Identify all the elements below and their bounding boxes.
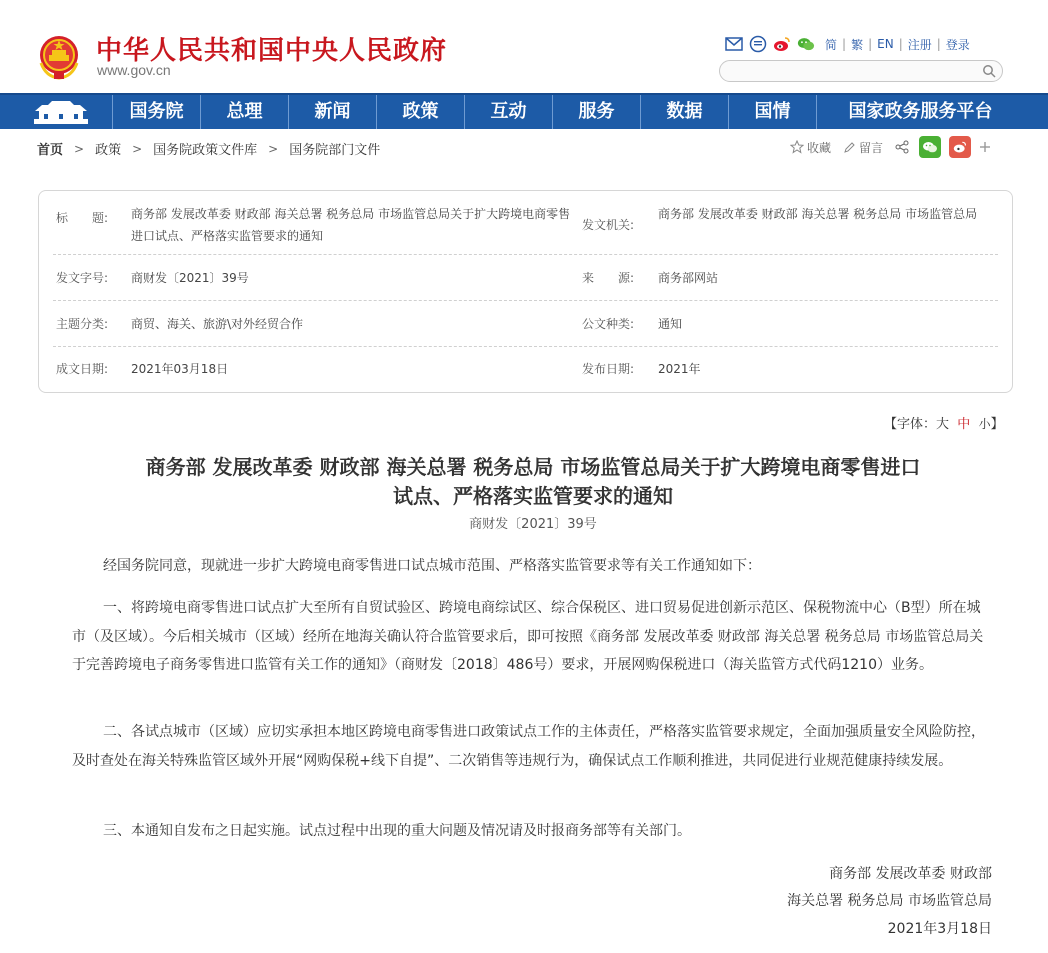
lang-english-link[interactable]: EN bbox=[877, 37, 894, 51]
nav-item-service-platform[interactable]: 国家政务服务平台 bbox=[816, 95, 1024, 129]
signature-line2: 海关总署 税务总局 市场监管总局 bbox=[787, 893, 992, 909]
date-label: 成文日期: bbox=[56, 362, 109, 376]
breadcrumb-policy[interactable]: 政策 bbox=[95, 143, 122, 158]
weibo-share-button[interactable] bbox=[949, 136, 971, 158]
paragraph: 经国务院同意，现就进一步扩大跨境电商零售进口试点城市范围、严格落实监管要求等有关工作通知如下： bbox=[103, 558, 761, 574]
site-header bbox=[0, 0, 1048, 93]
paragraph: 三、本通知自发布之日起实施。试点过程中出现的重大问题及情况请及时报商务部等有关部门。 bbox=[103, 823, 691, 839]
pub-value: 2021年 bbox=[658, 362, 701, 376]
plus-icon[interactable] bbox=[979, 141, 991, 153]
info-row-title bbox=[53, 199, 998, 255]
message-icon[interactable] bbox=[749, 35, 767, 53]
breadcrumb-home[interactable]: 首页 bbox=[37, 143, 64, 158]
gate-logo-icon[interactable] bbox=[30, 97, 92, 127]
document-title-line2: 试点、严格落实监管要求的通知 bbox=[393, 484, 673, 508]
wechat-icon bbox=[922, 140, 938, 154]
wechat-icon[interactable] bbox=[797, 35, 815, 53]
issuer-label: 发文机关: bbox=[582, 218, 635, 232]
page-tools bbox=[790, 136, 991, 158]
issuer-value: 商务部 发展改革委 财政部 海关总署 税务总局 市场监管总局 bbox=[658, 207, 978, 221]
national-emblem-icon[interactable] bbox=[36, 33, 82, 81]
docno-label: 发文字号: bbox=[56, 271, 109, 285]
site-url[interactable]: www.gov.cn bbox=[97, 62, 171, 78]
chevron-right-icon: > bbox=[74, 141, 85, 156]
paragraph: 一、将跨境电商零售进口试点扩大至所有自贸试验区、跨境电商综试区、综合保税区、进口贸易促进创新示范区、保税物流中心（B型）所在城市（及区域）。今后相关城市（区域）经所在地海关确认符合监管要求后，即可按照《商务部 发展改革委 财政部 海关总署 税务总局 市场监管总局关于完善跨境电子商务零售进口监管有关工作的通知》（商财发〔2018〕486号）要求，开展网购保税进口（海关监管方式代码1210）业务。 bbox=[72, 600, 984, 673]
nav-item-state-council[interactable]: 国务院 bbox=[112, 95, 200, 129]
breadcrumb-department-docs[interactable]: 国务院部门文件 bbox=[289, 143, 381, 158]
info-row-docno bbox=[53, 255, 998, 301]
breadcrumb-policy-library[interactable]: 国务院政策文件库 bbox=[153, 143, 258, 158]
document-title bbox=[60, 453, 1006, 511]
topic-label: 主题分类: bbox=[56, 317, 109, 331]
nav-item-services[interactable]: 服务 bbox=[552, 95, 640, 129]
signature-line1: 商务部 发展改革委 财政部 bbox=[829, 866, 992, 882]
lang-traditional-link[interactable]: 繁 bbox=[851, 37, 864, 52]
mail-icon[interactable] bbox=[725, 35, 743, 53]
search-box bbox=[719, 60, 1003, 82]
login-link[interactable]: 登录 bbox=[945, 37, 970, 52]
title-value: 商务部 发展改革委 财政部 海关总署 税务总局 市场监管总局关于扩大跨境电商零售进口试点、严格落实监管要求的通知 bbox=[131, 207, 571, 243]
language-links: 简 | 繁 | EN | 注册 | 登录 bbox=[825, 37, 970, 52]
info-row-topic bbox=[53, 301, 998, 347]
chevron-right-icon: > bbox=[268, 141, 279, 156]
document-title-line1: 商务部 发展改革委 财政部 海关总署 税务总局 市场监管总局关于扩大跨境电商零售进口 bbox=[145, 455, 921, 479]
favorite-button[interactable] bbox=[790, 139, 831, 156]
nav-item-premier[interactable]: 总理 bbox=[200, 95, 288, 129]
chevron-right-icon: > bbox=[132, 141, 143, 156]
search-input[interactable] bbox=[732, 62, 982, 82]
font-small-button[interactable]: 小 bbox=[978, 417, 991, 431]
source-label: 来 源: bbox=[582, 271, 635, 285]
nav-item-news[interactable]: 新闻 bbox=[288, 95, 376, 129]
weibo-icon bbox=[952, 140, 968, 154]
docno-value: 商财发〔2021〕39号 bbox=[131, 271, 249, 285]
font-medium-button[interactable]: 中 bbox=[957, 417, 971, 432]
lang-simplified-link[interactable]: 简 bbox=[825, 37, 838, 52]
type-value: 通知 bbox=[658, 317, 683, 331]
register-link[interactable]: 注册 bbox=[907, 37, 932, 52]
pen-icon bbox=[843, 141, 856, 154]
nav-item-policy[interactable]: 政策 bbox=[376, 95, 464, 129]
source-value: 商务部网站 bbox=[658, 271, 719, 285]
main-nav bbox=[0, 93, 1048, 129]
nav-items bbox=[112, 95, 1024, 129]
pub-label: 发布日期: bbox=[582, 362, 635, 376]
type-label: 公文种类: bbox=[582, 317, 635, 331]
share-bar bbox=[725, 34, 970, 54]
comment-button[interactable] bbox=[843, 139, 883, 156]
weibo-icon[interactable] bbox=[773, 35, 791, 53]
star-icon bbox=[790, 140, 804, 154]
font-large-button[interactable]: 大 bbox=[936, 417, 950, 432]
nav-item-national-info[interactable]: 国情 bbox=[728, 95, 816, 129]
date-value: 2021年03月18日 bbox=[131, 362, 229, 376]
signature-date: 2021年3月18日 bbox=[887, 921, 992, 937]
info-row-date bbox=[53, 347, 998, 391]
breadcrumb bbox=[37, 139, 380, 158]
font-size-suffix: 】 bbox=[990, 417, 1004, 432]
title-label: 标 题: bbox=[56, 211, 109, 225]
wechat-share-button[interactable] bbox=[919, 136, 941, 158]
share-icon[interactable] bbox=[895, 140, 909, 154]
document-number: 商财发〔2021〕39号 bbox=[469, 517, 597, 532]
paragraph: 二、各试点城市（区域）应切实承担本地区跨境电商零售进口政策试点工作的主体责任，严格落实监管要求规定，全面加强质量安全风险防控，及时查处在海关特殊监管区域外开展“网购保税+线下自提”、二次销售等违规行为，确保试点工作顺利推进，共同促进行业规范健康持续发展。 bbox=[72, 724, 985, 769]
font-size-switcher bbox=[884, 413, 1004, 432]
nav-item-interaction[interactable]: 互动 bbox=[464, 95, 552, 129]
topic-value: 商贸、海关、旅游\对外经贸合作 bbox=[131, 317, 304, 331]
comment-label: 留言 bbox=[859, 140, 884, 155]
font-size-prefix: 【字体： bbox=[884, 417, 937, 432]
nav-item-data[interactable]: 数据 bbox=[640, 95, 728, 129]
favorite-label: 收藏 bbox=[807, 140, 832, 155]
search-icon[interactable] bbox=[982, 64, 996, 78]
site-title[interactable]: 中华人民共和国中央人民政府 bbox=[96, 36, 448, 66]
document-info-table bbox=[38, 190, 1013, 393]
